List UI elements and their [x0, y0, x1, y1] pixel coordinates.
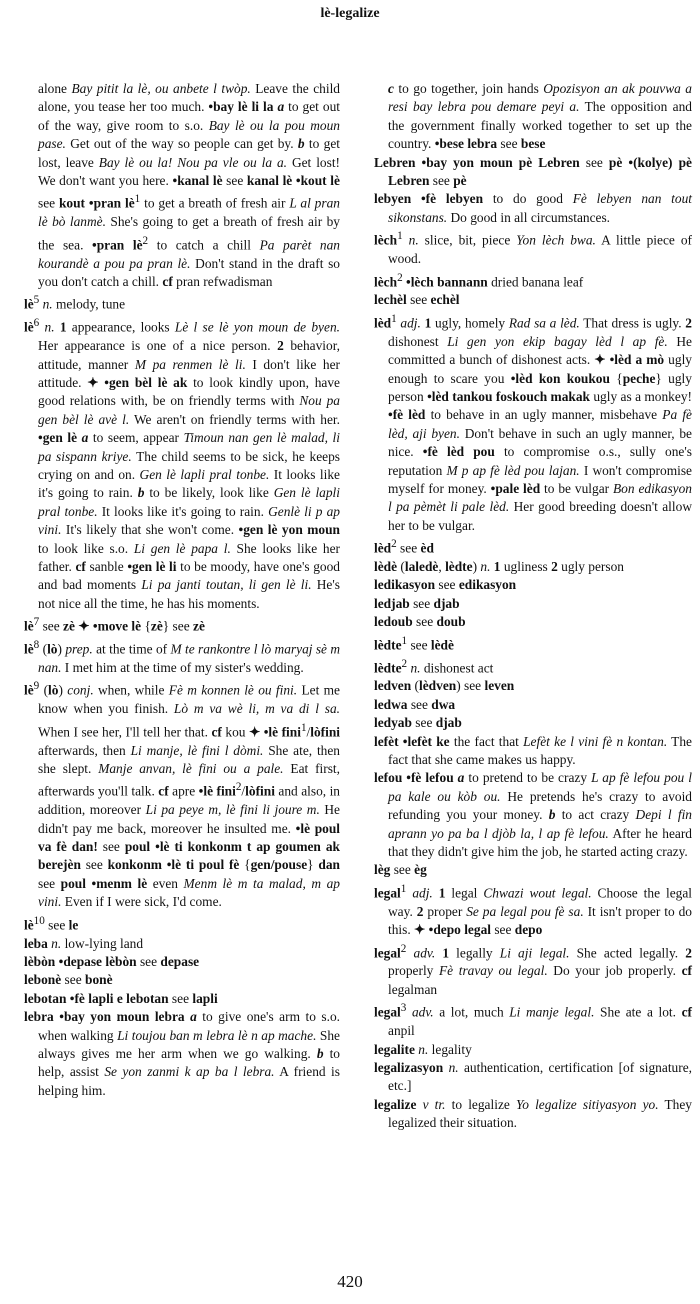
dictionary-entry: lèch$^1$ n. slice, bit, piece Yon lèch bwa. A little piece of wood. [374, 230, 692, 267]
dictionary-entry: legalize v tr. to legalize Yo legalize sitiyasyon yo. They legalized their situation. [374, 1096, 693, 1131]
dictionary-entry: ledyab see djab [374, 715, 462, 731]
dictionary-entry: ledjab see djab [374, 595, 460, 611]
right-column [374, 80, 692, 1133]
dictionary-entry: $lè^{10}$ see le [24, 914, 79, 933]
dictionary-entry: alone Bay pitit la lè, ou anbete l twòp. Leave the child alone, you tease her too much. •bay lè li la a to get out of the way, give room to s.o. Bay lè ou la pou moun pase. Get out of the way so people can get by. b to get lost, leave Bay lè ou la! Nou pa vle ou la a. Get lost! We don't want you here. •kanal lè see kanal lè •kout lè see kout •pran $lè^1$ to get a breath of fresh air L al pran lè bò lanmè. She's going to get a breath of fresh air by the sea. •pran $lè^2$ to catch a chill Pa parèt nan kourandè a pou pa pran lè. Don't stand in the draft so you don't catch a chill. cf pran refwadisman [38, 81, 341, 289]
dictionary-entry: lebonè see bonè [24, 972, 113, 988]
dictionary-entry: lefou •fè lefou a to pretend to be crazy L ap fè lefou pou l pa kale ou kòb ou. He pretends he's crazy to avoid refunding you your money. b to act crazy Depi l fin aprann yo pa ba l djòb la, l ap fè lefou. After he heard that they didn't give him the job, he started acting crazy. [374, 770, 693, 860]
dictionary-entry: lechèl see echèl [374, 292, 460, 308]
dictionary-entry: lèd$^1$ adj. 1 ugly, homely Rad sa a lèd. That dress is ugly. 2 dishonest Li gen yon ekip bagay lèd l ap fè. He committed a bunch of dishonest acts. ✦ •lèd a mò ugly enough to scare you •lèd kon koukou {peche} ugly person •lèd tankou foskouch makak ugly as a monkey! •fè lèd to behave in an ugly manner, misbehave Pa fè lèd, aji byen. Don't behave in such an ugly manner, be nice. •fè lèd pou to compromise o.s., sully one's reputation M p ap fè lèd pou lajan. I won't compromise myself for money. •pale lèd to be vulgar Bon edikasyon l pa pèmèt li pale lèd. Her good breeding doesn't allow her to be vulgar. [374, 312, 693, 533]
dictionary-entry: $lè^5$ n. melody, tune [24, 294, 126, 312]
dictionary-entry: $lè^7$ see zè ✦ •move lè {zè} see zè [24, 616, 205, 634]
dictionary-entry: lebotan •fè lapli e lebotan see lapli [24, 990, 218, 1006]
dictionary-entry: lèd$^2$ see èd [374, 538, 434, 556]
dictionary-entry: lèg see èg [374, 862, 427, 878]
dictionary-entry: lefèt •lefèt ke the fact that Lefèt ke l vini fè n kontan. The fact that she came makes us happy. [374, 733, 692, 768]
left-column [24, 80, 340, 1100]
dictionary-entry: lebra •bay yon moun lebra a to give one's arm to s.o. when walking Li toujou ban m lebra lè n ap mache. She always gives me her arm when we go walking. b to help, assist Se yon zanmi k ap ba l lebra. A friend is helping him. [24, 1009, 340, 1098]
dictionary-entry: legal$^2$ adv. 1 legally Li aji legal. She acted legally. 2 properly Fè travay ou legal. Do your job properly. cf legalman [374, 942, 692, 997]
dictionary-entry: legal$^3$ adv. a lot, much Li manje legal. She ate a lot. cf anpil [374, 1002, 692, 1039]
dictionary-entry: leba n. low-lying land [24, 935, 144, 951]
page-number: 420 [337, 1272, 363, 1291]
running-head: lè-legalize [320, 6, 380, 21]
dictionary-entry: $lè^9$ (lò) conj. when, while Fè m konnen lè ou fini. Let me know when you finish. Lò m va wè li, m va di l sa. When I see her, I'll tell her that. cf kou ✦ •lè fini$^1$/lòfini afterwards, then Li manje, lè fini l dòmi. She ate, then she slept. Manje anvan, lè fini ou a pale. Eat first, afterwards you'll talk. cf apre •lè fini$^2$/lòfini and also, in addition, moreover Li pa peye m, lè fini li joure m. He didn't pay me back, moreover he insulted me. •lè poul va fè dan! see poul •lè ti konkonm t ap goumen ak berejèn see konkonm •lè ti poul fè {gen/pouse} dan see poul •menm lè even Menm lè m ta malad, m ap vini. Even if I were sick, I'd come. [24, 680, 341, 910]
dictionary-entry: Lebren •bay yon moun pè Lebren see pè •(kolye) pè Lebren see pè [374, 154, 692, 189]
dictionary-entry: legalite n. legality [374, 1041, 472, 1057]
dictionary-entry: c to go together, join hands Opozisyon an ak pouvwa a resi bay lebra pou demare peyi a. The opposition and the government finally worked together to set up the country. •bese lebra see bese [388, 81, 692, 152]
dictionary-entry: lebyen •fè lebyen to do good Fè lebyen nan tout sikonstans. Do good in all circumstances. [374, 191, 693, 225]
dictionary-entry: lèbòn •depase lèbòn see depase [24, 953, 200, 969]
dictionary-entry: $lè^6$ n. 1 appearance, looks Lè l se lè yon moun de byen. Her appearance is one of a nice person. 2 behavior, attitude, manner M pa renmen lè li. I don't like her attitude. ✦ •gen bèl lè ak to look kindly upon, have good relations with, be on friendly terms with Nou pa gen bèl lè avè l. We aren't on friendly terms with her. •gen lè a to seem, appear Timoun nan gen lè malad, li pa sispann kriye. The child seems to be sick, he keeps crying on and on. Gen lè lapli pral tonbe. It looks like it's going to rain. b to be likely, look like Gen lè lapli pral tonbe. It looks like it's going to rain. Genlè li p ap vini. It's likely that she won't come. •gen lè yon moun to look like s.o. Li gen lè papa l. She looks like her father. cf sanble •gen lè li to be moody, have one's good and bad moments Li pa janti toutan, li gen lè li. He's not nice all the time, he has his moments. [24, 317, 341, 611]
dictionary-entry: ledikasyon see edikasyon [374, 577, 517, 593]
dictionary-entry: ledven (lèdven) see leven [374, 678, 515, 694]
dictionary-entry: lèdte$^1$ see lèdè [374, 634, 454, 653]
dictionary-entry: legalizasyon n. authentication, certification [of signature, etc.] [374, 1059, 692, 1094]
dictionary-entry: legal$^1$ adj. 1 legal Chwazi wout legal. Choose the legal way. 2 proper Se pa legal pou fè sa. It isn't proper to do this. ✦ •depo legal see depo [374, 882, 692, 938]
dictionary-entry: $lè^8$ (lò) prep. at the time of M te rankontre l lò maryaj sè m nan. I met him at the time of my sister's wedding. [24, 639, 341, 675]
dictionary-entry: lèdè (laledè, lèdte) n. 1 ugliness 2 ugly person [374, 559, 624, 575]
dictionary-entry: lèch$^2$ •lèch bannann dried banana leaf [374, 271, 584, 289]
dictionary-entry: ledoub see doub [374, 614, 466, 630]
dictionary-entry: lèdte$^2$ n. dishonest act [374, 657, 494, 675]
dictionary-entry: ledwa see dwa [374, 696, 456, 712]
